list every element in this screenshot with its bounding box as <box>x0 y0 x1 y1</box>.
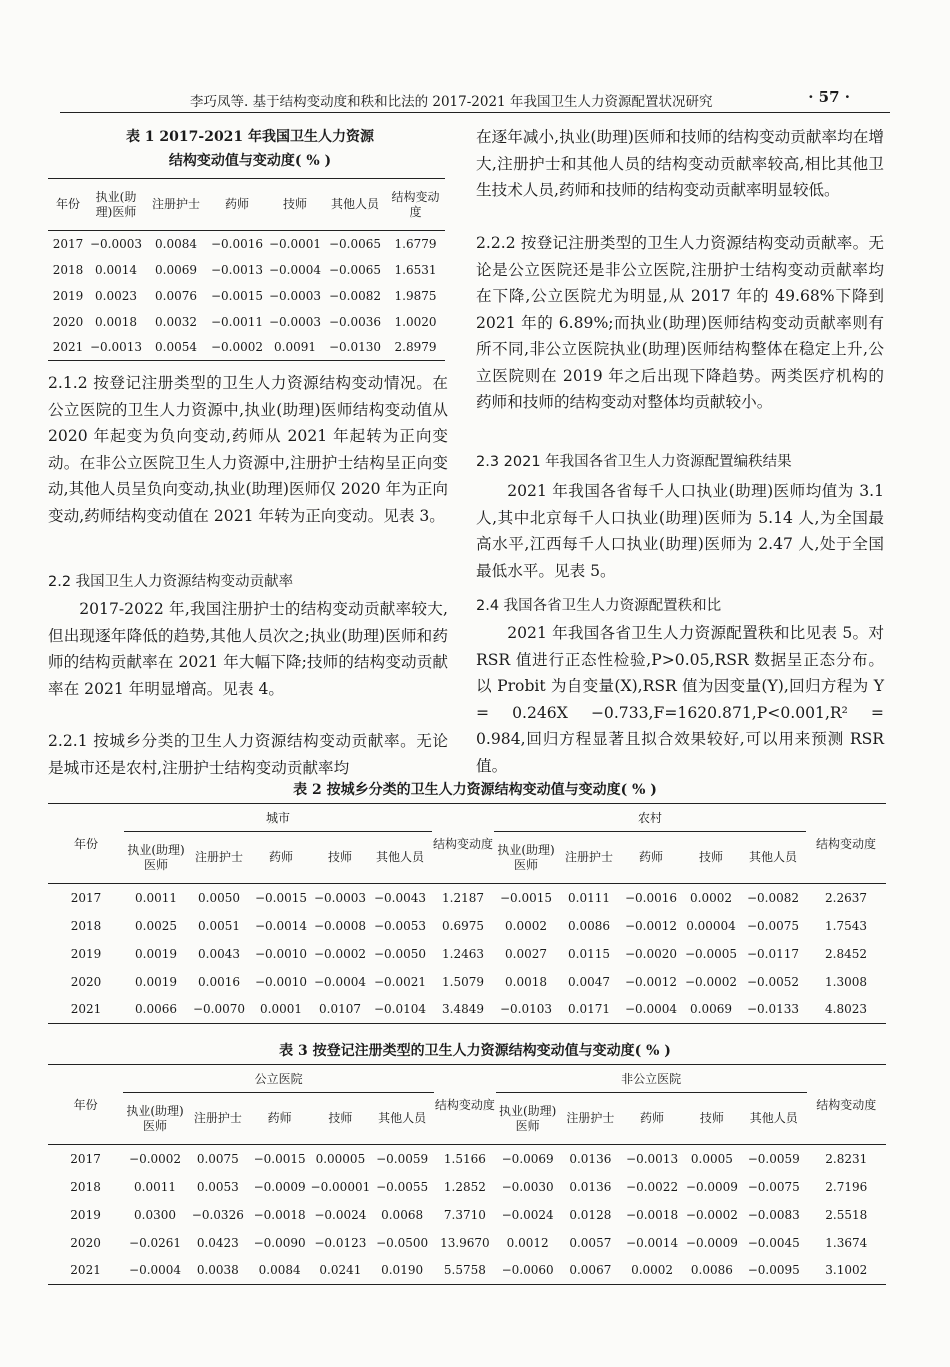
value-cell: −0.0003 <box>268 314 322 329</box>
table1-header: 执业(助理)医师 <box>95 189 137 219</box>
table3-sub-header: 注册护士 <box>566 1111 615 1125</box>
value-cell: 0.0069 <box>155 262 197 277</box>
value-cell: 0.0115 <box>568 946 610 961</box>
value-cell: 4.8023 <box>825 1002 867 1017</box>
value-cell: −0.0024 <box>314 1207 367 1222</box>
table3-sub-header: 结构变动度 <box>434 1065 496 1145</box>
heading-2-3: 2.3 2021 年我国各省卫生人力资源配置编秩结果 <box>476 454 792 470</box>
value-cell: −0.0117 <box>746 946 800 961</box>
table3-sub-header: 注册护士 <box>193 1111 242 1125</box>
value-cell: 0.0050 <box>198 890 240 905</box>
table3-group-public: 公立医院 <box>123 1065 434 1093</box>
value-cell: −0.0075 <box>746 918 800 933</box>
value-cell: 0.0032 <box>155 314 197 329</box>
value-cell: −0.0015 <box>254 890 308 905</box>
table-row <box>48 884 886 912</box>
value-cell: 0.0086 <box>568 918 610 933</box>
value-cell: 0.0019 <box>135 946 177 961</box>
value-cell: −0.0043 <box>373 890 427 905</box>
value-cell: −0.0018 <box>626 1207 679 1222</box>
para-2-4: 2021 年我国各省卫生人力资源配置秩和比见表 5。对 RSR 值进行正态性检验,P>0.05,RSR 数据呈正态分布。以 Probit 为自变量(X),RSR 值为因变量(Y),回归方程为 Y = 0.246X −0.733,F=1620.871,P<0.001,R² = 0.984,回归方程显著且拟合效果较好,可以用来预测 RSR 值。 <box>476 624 884 775</box>
table-row <box>48 1201 886 1229</box>
value-cell: −0.0009 <box>685 1179 738 1194</box>
value-cell: −0.0083 <box>747 1207 800 1222</box>
year-cell: 2021 <box>52 340 84 355</box>
value-cell: 0.0128 <box>569 1207 612 1222</box>
table3-year-header: 年份 <box>48 1065 123 1145</box>
value-cell: 0.0018 <box>95 314 137 329</box>
value-cell: 1.9875 <box>394 288 437 303</box>
value-cell: 5.5758 <box>443 1263 486 1278</box>
value-cell: 3.4849 <box>442 1002 484 1017</box>
value-cell: −0.0050 <box>373 946 427 961</box>
value-cell: 0.0057 <box>569 1235 612 1250</box>
table3-caption: 表 3 按登记注册类型的卫生人力资源结构变动值与变动度( % ) <box>279 1043 671 1059</box>
page-number: · 57 · <box>808 88 850 106</box>
value-cell: −0.0004 <box>129 1263 182 1278</box>
value-cell: 1.7543 <box>825 918 867 933</box>
value-cell: −0.0326 <box>191 1207 244 1222</box>
value-cell: 0.0043 <box>198 946 240 961</box>
value-cell: 0.6975 <box>442 918 484 933</box>
value-cell: −0.0022 <box>626 1179 679 1194</box>
value-cell: −0.0009 <box>685 1235 738 1250</box>
table1 <box>48 178 445 361</box>
value-cell: 1.5166 <box>443 1151 486 1166</box>
value-cell: −0.0024 <box>501 1207 554 1222</box>
value-cell: −0.0013 <box>626 1151 679 1166</box>
year-cell: 2021 <box>70 1263 101 1278</box>
value-cell: 0.0066 <box>135 1002 177 1017</box>
value-cell: −0.0036 <box>328 314 382 329</box>
value-cell: 0.0051 <box>198 918 240 933</box>
value-cell: −0.0012 <box>624 918 678 933</box>
year-cell: 2021 <box>70 1002 102 1017</box>
table2-sub-header: 技师 <box>698 850 723 864</box>
value-cell: −0.0090 <box>253 1235 306 1250</box>
value-cell: −0.0052 <box>746 974 800 989</box>
table2-sub-header: 其他人员 <box>748 850 797 864</box>
value-cell: 0.0011 <box>135 890 177 905</box>
year-cell: 2019 <box>52 288 84 303</box>
value-cell: 0.0300 <box>134 1207 177 1222</box>
para-2-2-1: 2.2.1 按城乡分类的卫生人力资源结构变动贡献率。无论是城市还是农村,注册护士结构变动贡献率均 <box>48 732 448 777</box>
value-cell: −0.0011 <box>210 314 264 329</box>
value-cell: −0.0053 <box>373 918 427 933</box>
value-cell: 0.0018 <box>505 974 547 989</box>
value-cell: 2.8231 <box>825 1151 868 1166</box>
table2-body <box>48 884 886 1024</box>
table2 <box>48 803 886 1024</box>
value-cell: −0.0059 <box>376 1151 429 1166</box>
value-cell: 2.7196 <box>825 1179 868 1194</box>
table-row <box>48 940 886 968</box>
table1-header: 药师 <box>224 197 249 211</box>
value-cell: −0.0059 <box>747 1151 800 1166</box>
table2-sub-header: 其他人员 <box>375 850 424 864</box>
value-cell: 0.0241 <box>319 1263 362 1278</box>
value-cell: 0.0076 <box>155 288 197 303</box>
value-cell: −0.0005 <box>684 946 738 961</box>
value-cell: 0.0038 <box>196 1263 239 1278</box>
value-cell: 0.0023 <box>95 288 137 303</box>
year-cell: 2020 <box>52 314 84 329</box>
value-cell: −0.0065 <box>328 262 382 277</box>
value-cell: 2.5518 <box>825 1207 868 1222</box>
value-cell: −0.0082 <box>328 288 382 303</box>
value-cell: 0.0025 <box>135 918 177 933</box>
value-cell: −0.0021 <box>373 974 427 989</box>
table1-caption-line2: 结构变动值与变动度( % ) <box>168 153 332 169</box>
value-cell: −0.0015 <box>210 288 264 303</box>
value-cell: 0.0086 <box>690 1263 733 1278</box>
value-cell: −0.0104 <box>373 1002 427 1017</box>
value-cell: −0.0002 <box>313 946 367 961</box>
value-cell: 2.2637 <box>825 890 867 905</box>
value-cell: 0.0016 <box>198 974 240 989</box>
year-cell: 2019 <box>70 946 102 961</box>
para-2-1-2: 2.1.2 按登记注册类型的卫生人力资源结构变动情况。在公立医院的卫生人力资源中,执业(助理)医师结构变动值从 2020 年起变为负向变动,药师从 2021 年起转为正向变动。在非公立医院卫生人力资源中,注册护士结构呈正向变动,其他人员呈负向变动,执业(助理)医师仅 2020 年为正向变动,药师结构变动值在 2021 年转为正向变动。见表 3。 <box>48 374 448 525</box>
running-title: 李巧凤等. 基于结构变动度和秩和比法的 2017-2021 年我国卫生人力资源配置状况研究 <box>190 94 713 110</box>
table-row <box>48 1257 886 1285</box>
value-cell: −0.0004 <box>313 974 367 989</box>
value-cell: −0.0055 <box>376 1179 429 1194</box>
value-cell: 0.0011 <box>134 1179 177 1194</box>
value-cell: 0.0002 <box>690 890 732 905</box>
value-cell: 0.0019 <box>135 974 177 989</box>
table-row <box>48 1145 886 1173</box>
value-cell: 0.0053 <box>196 1179 239 1194</box>
value-cell: 0.0027 <box>505 946 547 961</box>
table3 <box>48 1064 886 1285</box>
year-cell: 2019 <box>70 1207 101 1222</box>
value-cell: 0.0111 <box>568 890 610 905</box>
table3-sub-header: 其他人员 <box>378 1111 427 1125</box>
value-cell: −0.0002 <box>685 1207 738 1222</box>
table1-header: 年份 <box>55 197 80 211</box>
year-cell: 2018 <box>70 918 102 933</box>
value-cell: −0.0020 <box>624 946 678 961</box>
value-cell: 0.0012 <box>506 1235 549 1250</box>
value-cell: 0.0014 <box>95 262 137 277</box>
value-cell: 0.0001 <box>260 1002 302 1017</box>
value-cell: 0.0067 <box>569 1263 612 1278</box>
value-cell: −0.0002 <box>684 974 738 989</box>
value-cell: 0.0136 <box>569 1179 612 1194</box>
value-cell: 0.0047 <box>568 974 610 989</box>
value-cell: −0.0004 <box>624 1002 678 1017</box>
value-cell: 1.6779 <box>394 236 437 251</box>
value-cell: 0.0068 <box>381 1207 424 1222</box>
value-cell: −0.0261 <box>129 1235 182 1250</box>
value-cell: −0.0014 <box>254 918 308 933</box>
value-cell: −0.0010 <box>254 946 308 961</box>
value-cell: 7.3710 <box>443 1207 486 1222</box>
value-cell: −0.0016 <box>624 890 678 905</box>
table-row <box>48 968 886 996</box>
table2-group-rural: 农村 <box>494 804 806 832</box>
table3-sub-header: 其他人员 <box>749 1111 798 1125</box>
value-cell: 0.0002 <box>505 918 547 933</box>
value-cell: 0.0190 <box>381 1263 424 1278</box>
value-cell: 0.0054 <box>155 340 197 355</box>
table2-sub-header: 药师 <box>268 850 293 864</box>
value-cell: 0.0075 <box>196 1151 239 1166</box>
table3-sub-header: 结构变动度 <box>807 1065 886 1145</box>
value-cell: −0.0016 <box>210 236 264 251</box>
value-cell: −0.0045 <box>747 1235 800 1250</box>
value-cell: 1.6531 <box>394 262 437 277</box>
value-cell: 0.00004 <box>686 918 736 933</box>
value-cell: −0.0003 <box>313 890 367 905</box>
value-cell: 0.0069 <box>690 1002 732 1017</box>
table2-sub-header: 药师 <box>638 850 663 864</box>
value-cell: −0.0013 <box>210 262 264 277</box>
value-cell: −0.0069 <box>501 1151 554 1166</box>
table1-body <box>48 231 445 361</box>
table2-year-header: 年份 <box>48 804 124 884</box>
value-cell: −0.0500 <box>376 1235 429 1250</box>
value-cell: 1.2187 <box>442 890 484 905</box>
table1-header: 注册护士 <box>151 197 200 211</box>
value-cell: −0.0030 <box>501 1179 554 1194</box>
value-cell: 1.3008 <box>825 974 867 989</box>
value-cell: 0.0002 <box>631 1263 674 1278</box>
value-cell: 0.0084 <box>155 236 197 251</box>
value-cell: 1.2463 <box>442 946 484 961</box>
value-cell: −0.0070 <box>192 1002 246 1017</box>
year-cell: 2017 <box>52 236 84 251</box>
value-cell: −0.0003 <box>268 288 322 303</box>
value-cell: −0.0082 <box>746 890 800 905</box>
year-cell: 2020 <box>70 974 102 989</box>
value-cell: −0.0003 <box>89 236 143 251</box>
table1-header: 技师 <box>282 197 307 211</box>
value-cell: −0.0133 <box>746 1002 800 1017</box>
table-row <box>48 257 445 283</box>
table-row <box>48 231 445 257</box>
table2-group-urban: 城市 <box>124 804 432 832</box>
value-cell: −0.0015 <box>499 890 553 905</box>
table3-sub-header: 药师 <box>267 1111 292 1125</box>
value-cell: 0.00005 <box>315 1151 366 1166</box>
table-row <box>48 912 886 940</box>
value-cell: 3.1002 <box>825 1263 868 1278</box>
value-cell: −0.0009 <box>253 1179 306 1194</box>
value-cell: 2.8452 <box>825 946 867 961</box>
table-row <box>48 1229 886 1257</box>
running-header <box>60 88 890 113</box>
table3-sub-header: 技师 <box>328 1111 353 1125</box>
table-row <box>48 996 886 1024</box>
table3-body <box>48 1145 886 1285</box>
table2-sub-header: 执业(助理)医师 <box>127 842 185 872</box>
table3-group-nonpublic: 非公立医院 <box>496 1065 807 1093</box>
value-cell: −0.0004 <box>268 262 322 277</box>
year-cell: 2018 <box>52 262 84 277</box>
value-cell: 0.0084 <box>258 1263 301 1278</box>
para-2-2-2: 2.2.2 按登记注册类型的卫生人力资源结构变动贡献率。无论是公立医院还是非公立医院,注册护士结构变动贡献率均在下降,公立医院尤为明显,从 2017 年的 49.68%下降到 2021 年的 6.89%;而执业(助理)医师结构变动贡献率则有所不同,非公立医院执业(助理)医师结构整体在稳定上升,公立医院则在 2019 年之后出现下降趋势。两类医疗机构的药师和技师的结构变动对整体均贡献较小。 <box>476 234 884 411</box>
table3-sub-header: 执业(助理)医师 <box>126 1103 184 1133</box>
value-cell: −0.0010 <box>254 974 308 989</box>
year-cell: 2017 <box>70 1151 101 1166</box>
table2-sub-header: 技师 <box>327 850 352 864</box>
value-cell: 0.0005 <box>690 1151 733 1166</box>
table2-sub-header: 注册护士 <box>194 850 243 864</box>
value-cell: 0.0091 <box>274 340 316 355</box>
table2-sub-header: 注册护士 <box>564 850 613 864</box>
value-cell: 0.0136 <box>569 1151 612 1166</box>
value-cell: 1.0020 <box>394 314 437 329</box>
value-cell: −0.0002 <box>210 340 264 355</box>
value-cell: −0.0014 <box>626 1235 679 1250</box>
value-cell: −0.00001 <box>310 1179 371 1194</box>
value-cell: −0.0018 <box>253 1207 306 1222</box>
value-cell: −0.0065 <box>328 236 382 251</box>
value-cell: −0.0130 <box>328 340 382 355</box>
table-row <box>48 335 445 361</box>
value-cell: −0.0013 <box>89 340 143 355</box>
value-cell: −0.0095 <box>747 1263 800 1278</box>
heading-2-2: 2.2 我国卫生人力资源结构变动贡献率 <box>48 574 294 590</box>
value-cell: −0.0012 <box>624 974 678 989</box>
heading-2-4: 2.4 我国各省卫生人力资源配置秩和比 <box>476 598 722 614</box>
value-cell: 0.0107 <box>319 1002 361 1017</box>
para-2-3: 2021 年我国各省每千人口执业(助理)医师均值为 3.1 人,其中北京每千人口执业(助理)医师为 5.14 人,为全国最高水平,江西每千人口执业(助理)医师为 2.47 人,处于全国最低水平。见表 5。 <box>476 482 884 580</box>
table2-sub-header: 执业(助理)医师 <box>497 842 555 872</box>
table3-sub-header: 执业(助理)医师 <box>498 1103 557 1133</box>
table-row <box>48 309 445 335</box>
year-cell: 2018 <box>70 1179 101 1194</box>
value-cell: 0.0171 <box>568 1002 610 1017</box>
para-right-1: 在逐年减小,执业(助理)医师和技师的结构变动贡献率均在增大,注册护士和其他人员的结构变动贡献率较高,相比其他卫生技术人员,药师和技师的结构变动贡献率明显较低。 <box>476 128 884 199</box>
table1-caption-line1: 表 1 2017-2021 年我国卫生人力资源 <box>125 129 375 145</box>
value-cell: 13.9670 <box>440 1235 490 1250</box>
value-cell: 0.0423 <box>196 1235 239 1250</box>
value-cell: 1.3674 <box>825 1235 868 1250</box>
value-cell: 1.2852 <box>443 1179 486 1194</box>
table-row <box>48 1173 886 1201</box>
para-2-2: 2017-2022 年,我国注册护士的结构变动贡献率较大,但出现逐年降低的趋势,其他人员次之;执业(助理)医师和药师的结构贡献率在 2021 年大幅下降;技师的结构变动贡献率在 2021 年明显增高。见表 4。 <box>48 600 448 698</box>
table3-sub-header: 药师 <box>640 1111 665 1125</box>
table2-sub-header: 结构变动度 <box>432 804 494 884</box>
value-cell: −0.0008 <box>313 918 367 933</box>
table3-sub-header: 技师 <box>699 1111 724 1125</box>
value-cell: −0.0002 <box>129 1151 182 1166</box>
year-cell: 2017 <box>70 890 102 905</box>
table2-caption: 表 2 按城乡分类的卫生人力资源结构变动值与变动度( % ) <box>293 782 657 798</box>
value-cell: −0.0123 <box>314 1235 367 1250</box>
value-cell: −0.0103 <box>499 1002 553 1017</box>
year-cell: 2020 <box>70 1235 101 1250</box>
table1-header: 结构变动度 <box>391 189 440 219</box>
value-cell: −0.0060 <box>501 1263 554 1278</box>
value-cell: 2.8979 <box>394 340 437 355</box>
table1-header: 其他人员 <box>330 197 379 211</box>
table-row <box>48 283 445 309</box>
value-cell: −0.0001 <box>268 236 322 251</box>
value-cell: 1.5079 <box>442 974 484 989</box>
table2-sub-header: 结构变动度 <box>806 804 886 884</box>
value-cell: −0.0075 <box>747 1179 800 1194</box>
value-cell: −0.0015 <box>253 1151 306 1166</box>
